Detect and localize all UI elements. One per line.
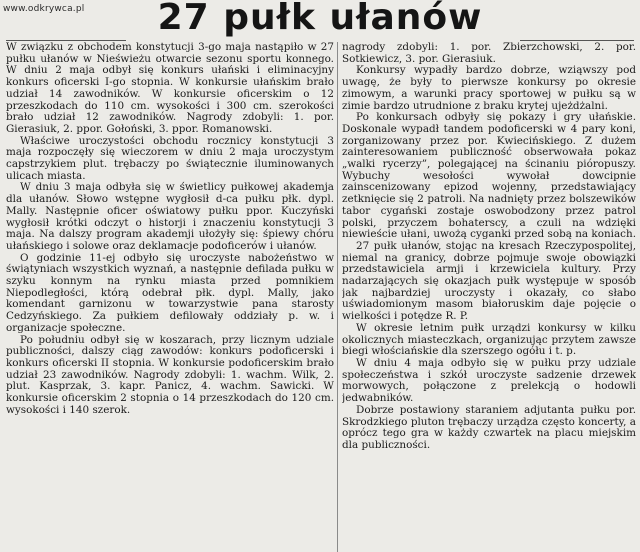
article-headline: 27 pułk ułanów bbox=[157, 0, 483, 38]
headline-rule-right bbox=[520, 40, 634, 41]
paragraph: 27 pułk ułanów, stojąc na kresach Rzeczypospolitej, niemal na granicy, dobrze pojmuje swoje obowiązki przedstawiciela armji i krzewiciela kultury. Przy nadarzających się okazjach pułk występuje w sposób jak najbardziej uroczysty i okazały, co słabo uświadomionym masom białoruskim daje pojęcie o wielkości i potędze R. P. bbox=[342, 239, 636, 323]
article-column-left bbox=[6, 42, 334, 552]
paragraph: O godzinie 11-ej odbyło się uroczyste nabożeństwo w świątyniach wszystkich wyznań, a następnie defilada pułku w szyku konnym na rynku miasta przed pomnikiem Niepodległości, którą odebrał płk. dypl. Mally, jako komendant garnizonu w towarzystwie pana starosty Cedzyńskiego. Za pułkiem defilowały oddziały p. w. i organizacje społeczne. bbox=[6, 251, 334, 334]
paragraph: W dniu 4 maja odbyło się w pułku przy udziale społeczeństwa i szkół uroczyste sadzenie drzewek morwowych, połączone z prelekcją o hodowli jedwabników. bbox=[342, 356, 636, 405]
column-divider bbox=[337, 42, 338, 552]
paragraph: W dniu 3 maja odbyła się w świetlicy pułkowej akademja dla ułanów. Słowo wstępne wygłosił d-ca pułku płk. dypl. Mally. Następnie oficer oświatowy pułku ppor. Kuczyński wygłosił krótki odczyt o historji i znaczeniu konstytucji 3 maja. Na dalszy program akademji ułożyły się: śpiewy chóru ułańskiego i solowe oraz deklamacje podoficerów i ułanów. bbox=[6, 181, 334, 252]
paragraph: W okresie letnim pułk urządzi konkursy w kilku okolicznych miasteczkach, organizując przytem zawsze biegi włościańskie dla szerszego ogółu i t. p. bbox=[342, 321, 636, 358]
headline-rule-left bbox=[6, 40, 126, 41]
paragraph: Właściwe uroczystości obchodu rocznicy konstytucji 3 maja rozpoczęły się wieczorem w dniu 2 maja uroczystym capstrzykiem plut. trębaczy po świątecznie iluminowanych ulicach miasta. bbox=[6, 134, 334, 182]
paragraph: Konkursy wypadły bardzo dobrze, wziąwszy pod uwagę, że były to pierwsze konkursy po okresie zimowym, a warunki pracy sportowej w pułku są w zimie bardzo utrudnione z braku krytej ujeżdżalni. bbox=[342, 64, 636, 112]
paragraph: nagrody zdobyli: 1. por. Zbierzchowski, 2. por. Sotkiewicz, 3. por. Gierasiuk. bbox=[342, 42, 636, 65]
article-column-right bbox=[342, 42, 636, 552]
paragraph: Dobrze postawiony staraniem adjutanta pułku por. Skrodzkiego pluton trębaczy urządza często koncerty, a oprócz tego gra w każdy czwartek na placu miejskim dla publiczności. bbox=[342, 403, 636, 451]
paragraph: W związku z obchodem konstytucji 3-go maja nastąpiło w 27 pułku ułanów w Nieświeżu otwarcie sezonu sportu konnego. W dniu 2 maja odbył się konkurs ułański i eliminacyjny konkurs oficerski I-go stopnia. W konkursie ułańskim brało udział 14 zawodników. W konkursie oficerskim o 12 przeszkodach do 110 cm. wysokości i 300 cm. szerokości brało udział 12 zawodników. Nagrody zdobyli: 1. por. Gierasiuk, 2. ppor. Gołoński, 3. ppor. Romanowski. bbox=[6, 42, 334, 135]
paragraph: Po konkursach odbyły się pokazy i gry ułańskie. Doskonale wypadł tandem podoficerski w 4 pary koni, zorganizowany przez por. Kwiecińskiego. Z dużem zainteresowaniem publiczność obserwowała pokaz „walki rycerzy”, polegającej na ścinaniu pióropuszy. Wybuchy wesołości wywołał dowcipnie zainscenizowany epizod wojenny, przedstawiający zetknięcie się 2 patroli. Na nadnięty przez bolszewików tabor cygański zostaje oswobodzony przez patrol polski, przyczem bohaterscy, a czuli na wdzięki niewieście ułani, uwożą cyganki przed sobą na koniach. bbox=[342, 111, 636, 241]
source-watermark: www.odkrywca.pl bbox=[3, 4, 85, 14]
paragraph: Po południu odbył się w koszarach, przy licznym udziale publiczności, dalszy ciąg zawodów: konkurs podoficerski i konkurs oficerski II stopnia. W konkursie podoficerskim brało udział 23 zawodników. Nagrody zdobyli: 1. wachm. Wilk, 2. plut. Kasprzak, 3. kapr. Panicz, 4. wachm. Sawicki. W konkursie oficerskim 2 stopnia o 14 przeszkodach do 120 cm. wysokości i 140 szerok. bbox=[6, 333, 334, 416]
